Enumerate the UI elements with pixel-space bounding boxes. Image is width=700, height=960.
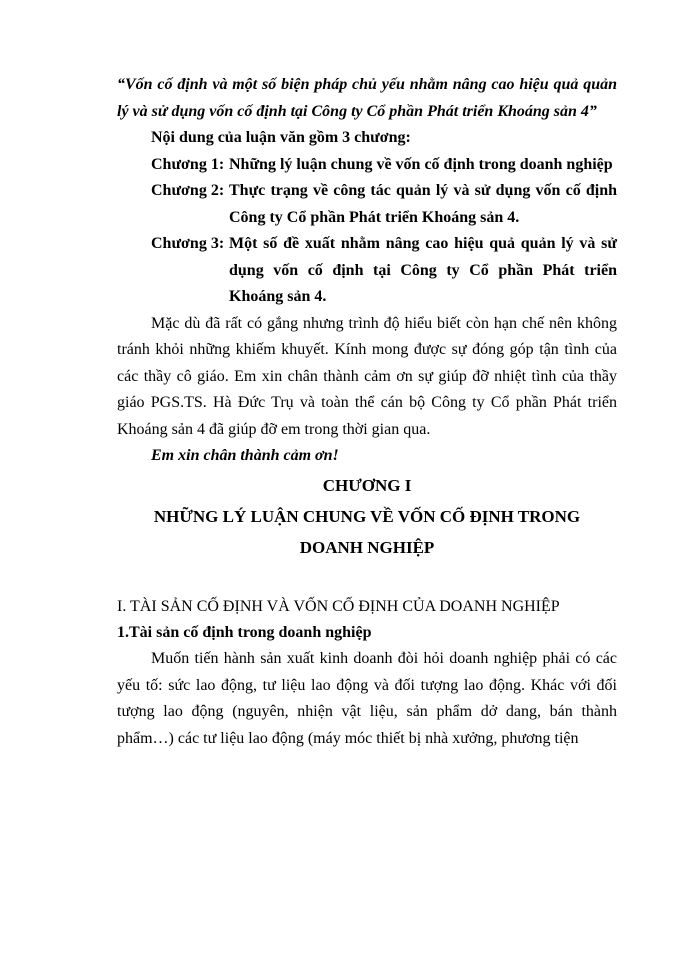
chapter-item-2 — [151, 178, 617, 231]
chapter-item-3 — [151, 231, 617, 311]
chapter-number: CHƯƠNG I — [322, 475, 412, 495]
content-intro: Nội dung của luận văn gồm 3 chương: — [151, 129, 411, 146]
section-heading: I. TÀI SẢN CỐ ĐỊNH VÀ VỐN CỐ ĐỊNH CỦA DOANH NGHIỆP — [117, 597, 560, 615]
chapter-list — [151, 152, 617, 311]
body-paragraph: Muốn tiến hành sản xuất kinh doanh đòi hỏi doanh nghiệp phải có các yếu tố: sức lao động, tư liệu lao động và đối tượng lao động. Khác với đối tượng lao động (nguyên, nhiện vật liệu, sản phẩm dở dang, bán thành phẩm…) các tư liệu lao động (máy móc thiết bị nhà xưởng, phương tiện — [117, 650, 617, 747]
chapter-label: Chương 3: — [151, 235, 225, 252]
chapter-label: Chương 1: — [151, 155, 225, 173]
chapter-title-line-2: DOANH NGHIỆP — [299, 537, 435, 557]
thanks-line: Em xin chân thành cảm ơn! — [151, 447, 339, 464]
chapter-text: Một số đề xuất nhằm nâng cao hiệu quả quản lý và sử dụng vốn cố định tại Công ty Cổ phần Phát triển Khoáng sản 4. — [229, 235, 617, 305]
acknowledgement-paragraph: Mặc dù đã rất có gắng nhưng trình độ hiểu biết còn hạn chế nên không tránh khỏi những khiếm khuyết. Kính mong được sự đóng góp tận tình của các thầy cô giáo. Em xin chân thành cảm ơn sự giúp đỡ nhiệt tình của thầy giáo PGS.TS. Hà Đức Trụ và toàn thể cán bộ Công ty Cổ phần Phát triển Khoáng sản 4 đã giúp đỡ em trong thời gian qua. — [117, 314, 617, 438]
chapter-text: Những lý luận chung về vốn cố định trong doanh nghiệp — [229, 155, 613, 173]
chapter-heading — [117, 470, 617, 563]
chapter-text: Thực trạng về công tác quản lý và sử dụng vốn cố định Công ty Cổ phần Phát triển Khoáng sản 4. — [229, 182, 617, 226]
chapter-label: Chương 2: — [151, 182, 225, 199]
thesis-title: “Vốn cố định và một số biện pháp chủ yếu nhằm nâng cao hiệu quả quản lý và sử dụng vốn cố định tại Công ty Cổ phần Phát triển Khoáng sản 4” — [117, 76, 617, 120]
subsection-heading: 1.Tài sản cố định trong doanh nghiệp — [117, 623, 372, 641]
document-page — [117, 72, 617, 752]
chapter-title-line-1: NHỮNG LÝ LUẬN CHUNG VỀ VỐN CỐ ĐỊNH TRONG — [153, 506, 581, 526]
chapter-item-1 — [151, 152, 617, 179]
